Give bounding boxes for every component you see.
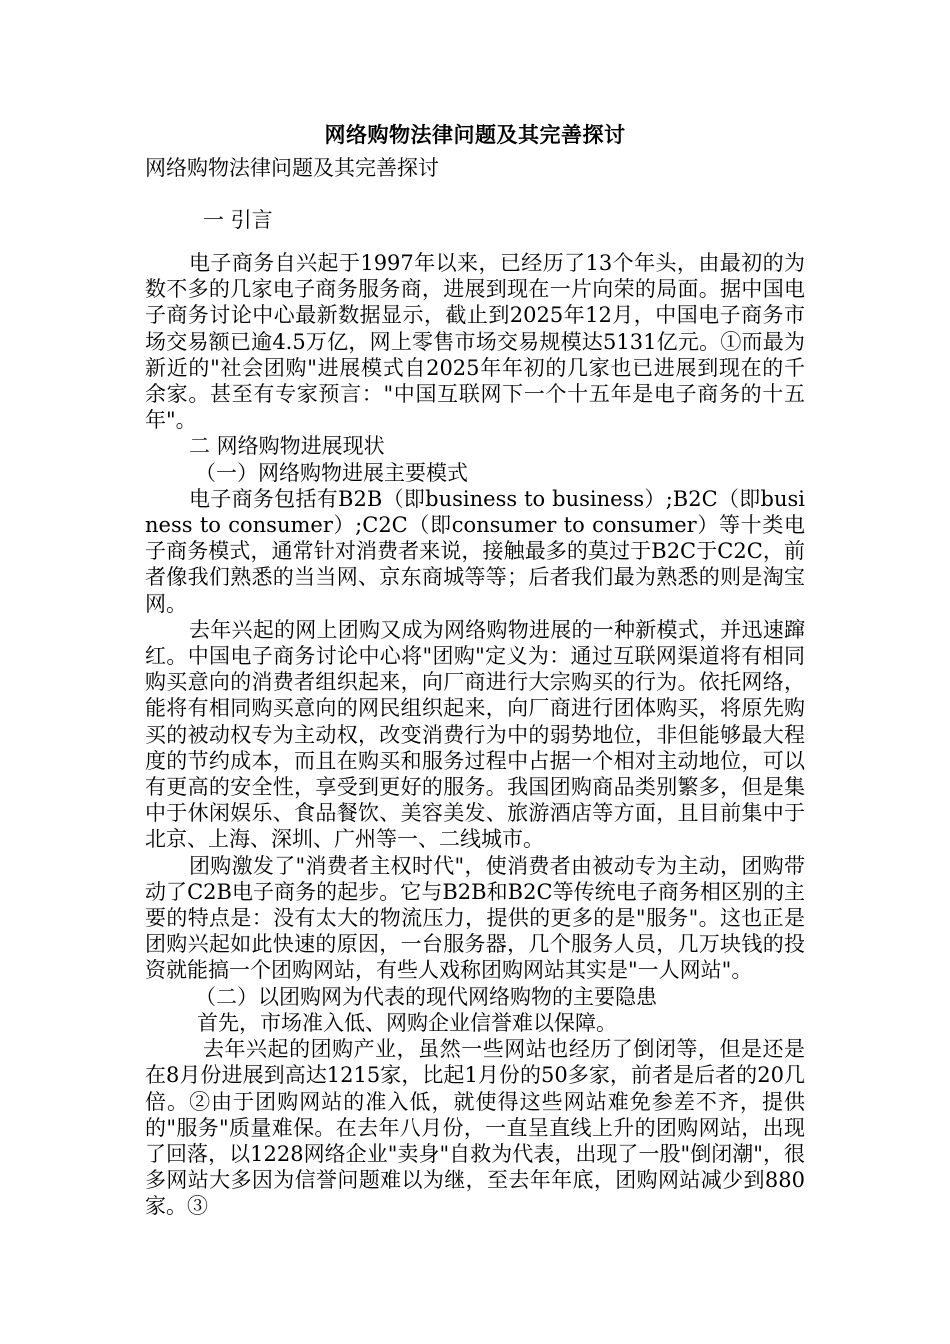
paragraph-1: 电子商务自兴起于1997年以来，已经历了13个年头，由最初的为数不多的几家电子商务服务商，进展到现在一片向荣的局面。据中国电子商务讨论中心最新数据显示，截止到2025年12月，中国电子商务市场交易额已逾4.5万亿，网上零售市场交易规模达5131亿元。①而最为新近的"社会团购"进展模式自2025年年初的几家也已进展到现在的千余家。甚至有专家预言："中国互联网下一个十五年是电子商务的十五年"。: [145, 251, 805, 433]
paragraph-6: 去年兴起的团购产业，虽然一些网站也经历了倒闭等，但是还是在8月份进展到高达1215家，比起1月份的50多家，前者是后者的20几倍。②由于团购网站的准入低，就使得这些网站难免参差不齐，提供的"服务"质量难保。在去年八月份，一直呈直线上升的团购网站，出现了回落，以1228网络企业"卖身"自救为代表，出现了一股"倒闭潮"，很多网站大多因为信誉问题难以为继，至去年年底，团购网站减少到880家。③: [145, 1037, 805, 1219]
section-heading-status: 二 网络购物进展现状: [189, 434, 385, 459]
paragraph-3: 去年兴起的网上团购又成为网络购物进展的一种新模式，并迅速蹿红。中国电子商务讨论中心将"团购"定义为：通过互联网渠道将有相同购买意向的消费者组织起来，向厂商进行大宗购买的行为。依托网络，能将有相同购买意向的网民组织起来，向厂商进行团体购买，将原先购买的被动权专为主动权，改变消费行为中的弱势地位，非但能够最大程度的节约成本，而且在购买和服务过程中占据一个相对主动地位，可以有更高的安全性，享受到更好的服务。我国团购商品类别繁多，但是集中于休闲娱乐、食品餐饮、美容美发、旅游酒店等方面，且目前集中于北京、上海、深圳、广州等一、二线城市。: [145, 617, 805, 852]
paragraph-5: 首先，市场准入低、网购企业信誉难以保障。: [197, 1010, 617, 1035]
document-page: [145, 118, 805, 1220]
paragraph-2: 电子商务包括有B2B（即business to business）;B2C（即business to consumer）;C2C（即consumer to consumer）等十类电子商务模式，通常针对消费者来说，接触最多的莫过于B2C于C2C，前者像我们熟悉的当当网、京东商城等等；后者我们最为熟悉的则是淘宝网。: [145, 486, 805, 616]
section-heading-introduction: 一 引言: [203, 208, 273, 232]
spacer: [145, 184, 805, 202]
document-subtitle: 网络购物法律问题及其完善探讨: [145, 156, 439, 180]
subsection-heading-risks: （二）以团购网为代表的现代网络购物的主要隐患: [195, 984, 657, 1009]
subsection-heading-modes: （一）网络购物进展主要模式: [195, 460, 468, 485]
paragraph-4: 团购激发了"消费者主权时代"，使消费者由被动专为主动，团购带动了C2B电子商务的起步。它与B2B和B2C等传统电子商务相区别的主要的特点是：没有太大的物流压力，提供的更多的是"服务"。这也正是团购兴起如此快速的原因，一台服务器，几个服务人员，几万块钱的投资就能搞一个团购网站，有些人戏称团购网站其实是"一人网站"。: [145, 853, 805, 983]
document-title: 网络购物法律问题及其完善探讨: [324, 122, 626, 147]
spacer: [145, 238, 805, 250]
